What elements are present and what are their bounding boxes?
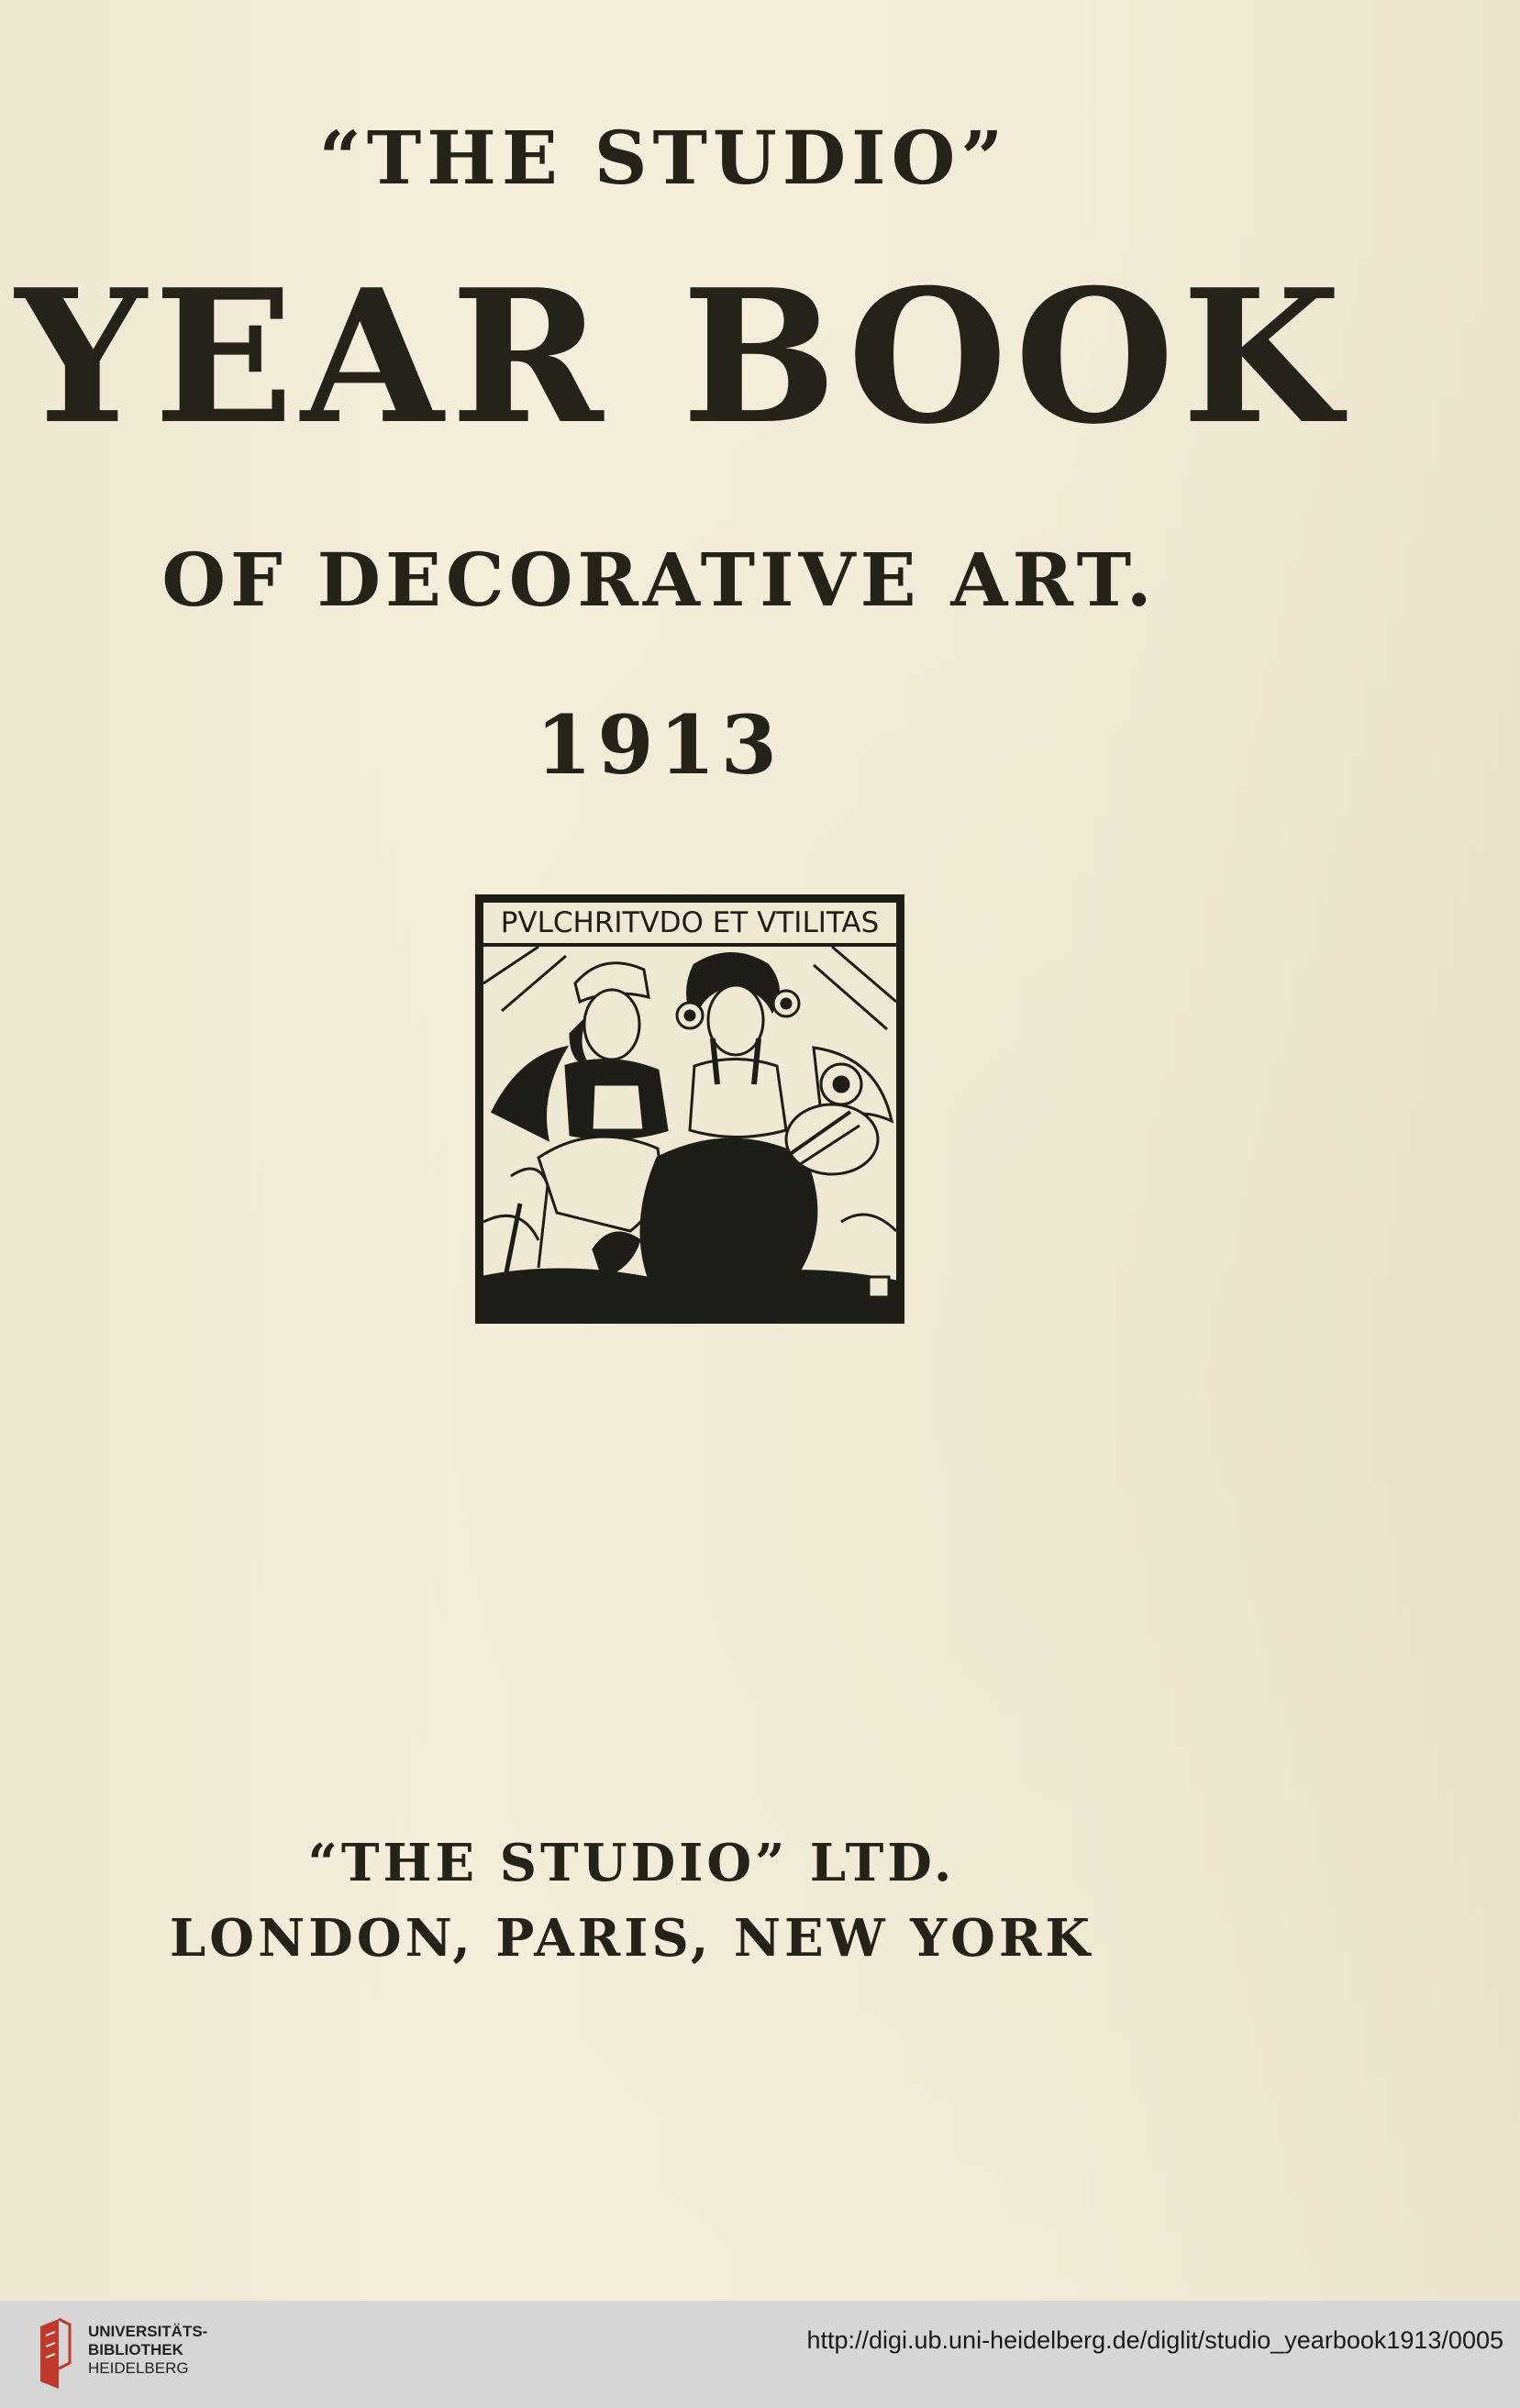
library-name: UNIVERSITÄTS- BIBLIOTHEK HEIDELBERG [88, 2323, 208, 2377]
library-footer [0, 2301, 1520, 2408]
two-figures-emblem-illustration-icon [483, 947, 896, 1315]
title-line-decorative-art: OF DECORATIVE ART. [161, 537, 1157, 623]
title-line-the-studio: “THE STUDIO” [318, 115, 1009, 201]
emblem-motto: PVLCHRITVDO ET VTILITAS [483, 903, 896, 947]
cities-line: LONDON, PARIS, NEW YORK [169, 1908, 1094, 1969]
publisher-line: “THE STUDIO” LTD. [307, 1833, 956, 1893]
ub-heidelberg-logo-icon [37, 2317, 73, 2391]
emblem [475, 894, 904, 1324]
title-year: 1913 [536, 697, 782, 793]
title-line-year-book: YEAR BOOK [15, 250, 1349, 465]
source-url-link[interactable]: http://digi.ub.uni-heidelberg.de/diglit/studio_yearbook1913/0005 [806, 2326, 1503, 2354]
